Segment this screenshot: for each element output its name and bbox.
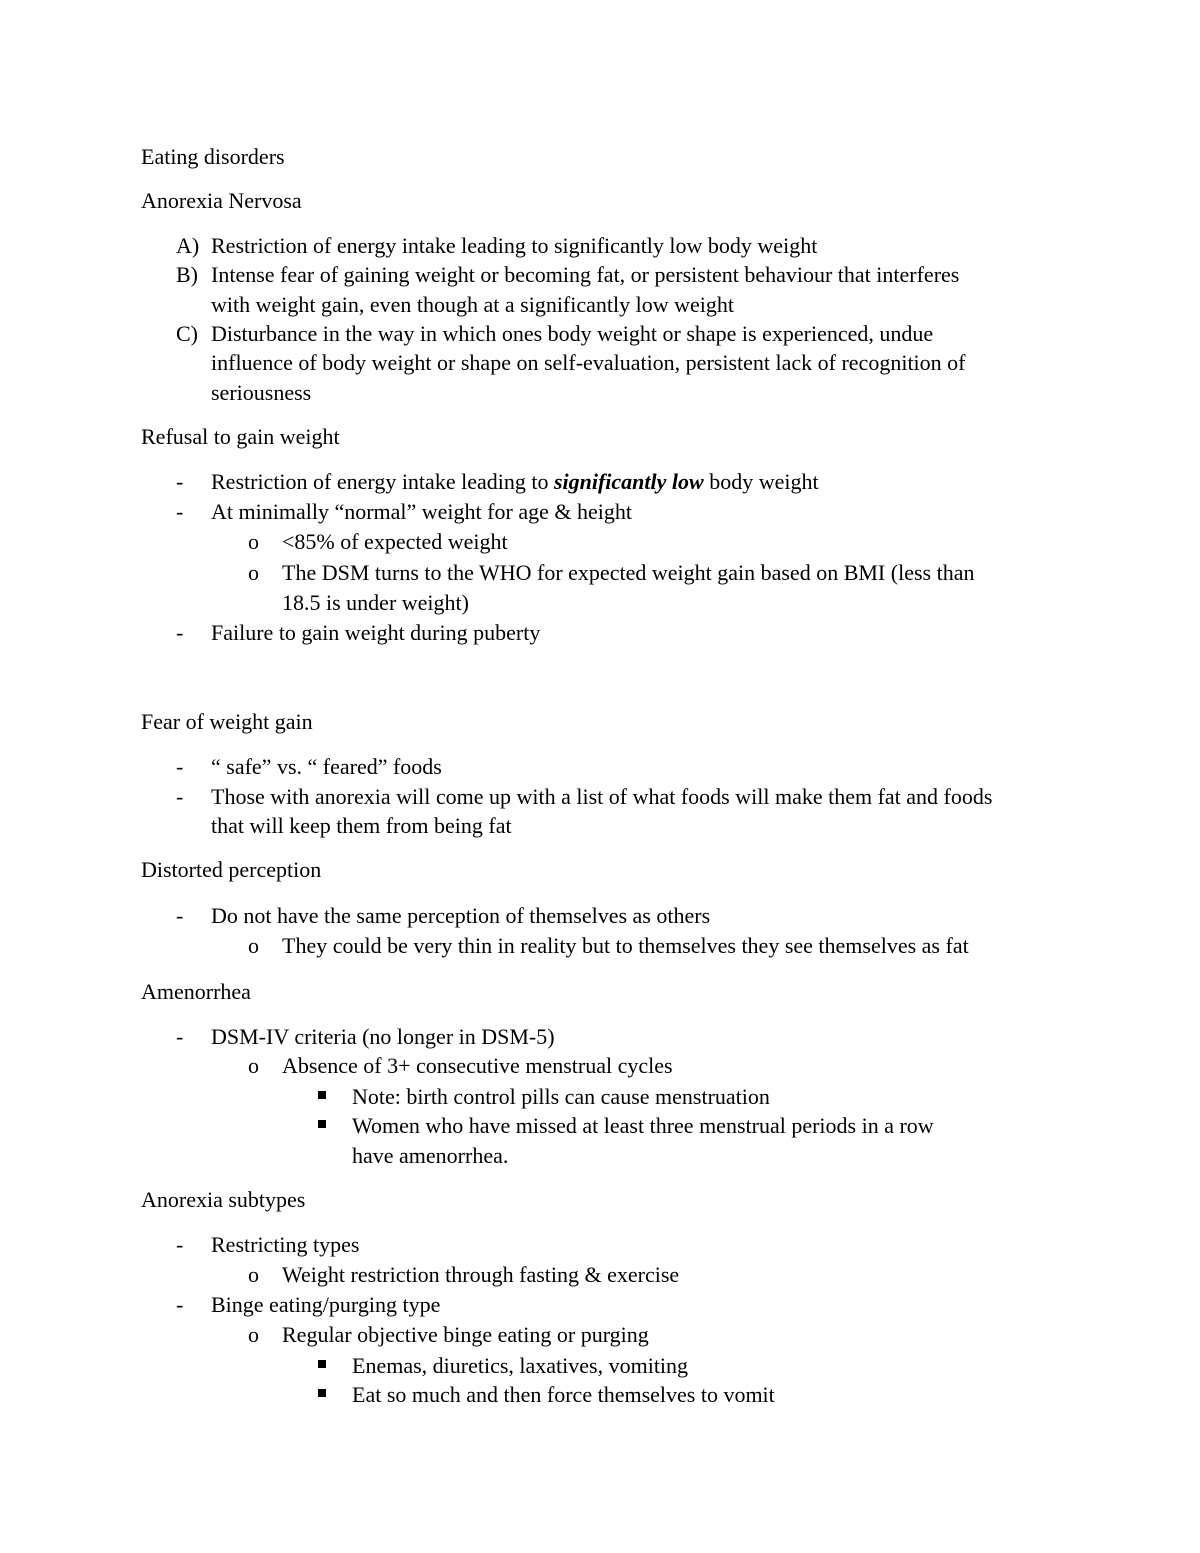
- dash-bullet: -: [176, 469, 184, 494]
- list-item: Absence of 3+ consecutive menstrual cycles: [282, 1053, 673, 1078]
- list-marker: C): [176, 321, 198, 346]
- list-item: Note: birth control pills can cause menstruation: [352, 1084, 770, 1109]
- section-heading-distorted: Distorted perception: [141, 857, 322, 882]
- list-item: Weight restriction through fasting & exercise: [282, 1262, 680, 1287]
- circle-bullet: o: [248, 1053, 259, 1078]
- section-heading-subtypes: Anorexia subtypes: [141, 1187, 306, 1212]
- dash-bullet: -: [176, 499, 184, 524]
- list-item: <85% of expected weight: [282, 529, 508, 554]
- list-item-continuation: with weight gain, even though at a significantly low weight: [211, 292, 735, 317]
- dash-bullet: -: [176, 903, 184, 928]
- list-item-continuation: have amenorrhea.: [352, 1143, 509, 1168]
- list-item: Restricting types: [211, 1232, 360, 1257]
- dash-bullet: -: [176, 1232, 184, 1257]
- circle-bullet: o: [248, 933, 259, 958]
- list-item: The DSM turns to the WHO for expected weight gain based on BMI (less than: [282, 560, 975, 585]
- list-item: DSM-IV criteria (no longer in DSM-5): [211, 1024, 555, 1049]
- list-marker: B): [176, 262, 198, 287]
- section-heading-anorexia-nervosa: Anorexia Nervosa: [141, 188, 302, 213]
- list-item: Intense fear of gaining weight or becoming fat, or persistent behaviour that interferes: [211, 262, 960, 287]
- dash-bullet: -: [176, 1024, 184, 1049]
- section-heading-fear: Fear of weight gain: [141, 709, 313, 734]
- list-item: Restriction of energy intake leading to significantly low body weight: [211, 469, 819, 494]
- list-item: Enemas, diuretics, laxatives, vomiting: [352, 1353, 689, 1378]
- circle-bullet: o: [248, 529, 259, 554]
- square-bullet-icon: [318, 1120, 326, 1128]
- list-item: Do not have the same perception of themselves as others: [211, 903, 711, 928]
- section-heading-refusal: Refusal to gain weight: [141, 424, 340, 449]
- list-item: Disturbance in the way in which ones body weight or shape is experienced, undue: [211, 321, 934, 346]
- list-item: Those with anorexia will come up with a list of what foods will make them fat and foods: [211, 784, 993, 809]
- document-title: Eating disorders: [141, 144, 285, 169]
- list-item: Women who have missed at least three menstrual periods in a row: [352, 1113, 934, 1138]
- circle-bullet: o: [248, 1322, 259, 1347]
- list-item-continuation: 18.5 is under weight): [282, 590, 469, 615]
- dash-bullet: -: [176, 1292, 184, 1317]
- dash-bullet: -: [176, 754, 184, 779]
- list-item-continuation: that will keep them from being fat: [211, 813, 512, 838]
- circle-bullet: o: [248, 1262, 259, 1287]
- list-item: At minimally “normal” weight for age & height: [211, 499, 632, 524]
- square-bullet-icon: [318, 1389, 326, 1397]
- list-item-continuation: seriousness: [211, 380, 312, 405]
- square-bullet-icon: [318, 1091, 326, 1099]
- dash-bullet: -: [176, 620, 184, 645]
- list-item: “ safe” vs. “ feared” foods: [211, 754, 442, 779]
- square-bullet-icon: [318, 1360, 326, 1368]
- emphasis-text: significantly low: [553, 469, 704, 494]
- list-item: Failure to gain weight during puberty: [211, 620, 541, 645]
- section-heading-amenorrhea: Amenorrhea: [141, 979, 251, 1004]
- list-item: They could be very thin in reality but to themselves they see themselves as fat: [282, 933, 969, 958]
- circle-bullet: o: [248, 560, 259, 585]
- list-item-continuation: influence of body weight or shape on self-evaluation, persistent lack of recognition of: [211, 350, 966, 375]
- list-item: Binge eating/purging type: [211, 1292, 441, 1317]
- list-item: Regular objective binge eating or purging: [282, 1322, 649, 1347]
- list-item: Restriction of energy intake leading to significantly low body weight: [211, 233, 818, 258]
- list-marker: A): [176, 233, 200, 258]
- dash-bullet: -: [176, 784, 184, 809]
- list-item: Eat so much and then force themselves to vomit: [352, 1382, 775, 1407]
